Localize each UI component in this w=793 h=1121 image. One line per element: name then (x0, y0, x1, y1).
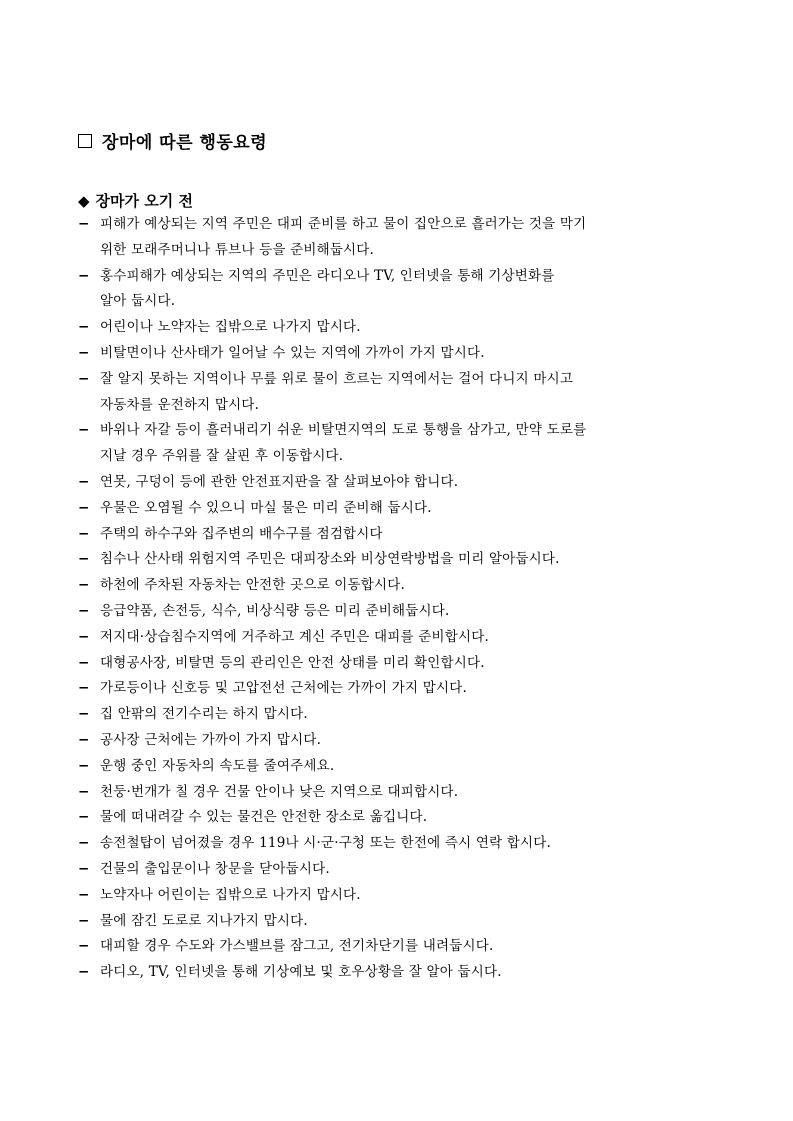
list-item-text: 집 안팎의 전기수리는 하지 맙시다. (100, 706, 308, 723)
dash-bullet-icon: − (78, 783, 90, 800)
list-item-text: 가로등이나 신호등 및 고압전선 근처에는 가까이 가지 맙시다. (100, 680, 467, 697)
list-item (78, 496, 738, 522)
list-item (78, 522, 738, 548)
list-item-text: 건물의 출입문이나 창문을 닫아둡시다. (100, 860, 330, 877)
dash-bullet-icon: − (78, 860, 90, 877)
list-item-text: 노약자나 어린이는 집밖으로 나가지 맙시다. (100, 886, 361, 903)
list-item-text: 공사장 근처에는 가까이 가지 맙시다. (100, 731, 322, 748)
dash-bullet-icon: − (78, 577, 90, 594)
page-title (78, 128, 267, 153)
list-item-text: 저지대·상습침수지역에 거주하고 계신 주민은 대피를 준비합시다. (100, 628, 489, 645)
list-item (78, 264, 738, 316)
list-item-text: 천둥·번개가 칠 경우 건물 안이나 낮은 지역으로 대피합시다. (100, 783, 459, 800)
dash-bullet-icon: − (78, 964, 90, 981)
list-item-text: 바위나 자갈 등이 흘러내리기 쉬운 비탈면지역의 도로 통행을 삼가고, 만약 도로를 지날 경우 주위를 잘 살핀 후 이동합시다. (100, 422, 587, 465)
section-heading-text: 장마가 오기 전 (95, 192, 193, 210)
list-item (78, 805, 738, 831)
dash-bullet-icon: − (78, 912, 90, 929)
list-item (78, 780, 738, 806)
list-item (78, 883, 738, 909)
empty-square-icon (78, 134, 92, 148)
list-item-text: 운행 중인 자동차의 속도를 줄여주세요. (100, 757, 335, 774)
dash-bullet-icon: − (78, 938, 90, 955)
list-item (78, 857, 738, 883)
list-item (78, 470, 738, 496)
dash-bullet-icon: − (78, 654, 90, 671)
dash-bullet-icon: − (78, 551, 90, 568)
list-item-text: 물에 잠긴 도로로 지나가지 맙시다. (100, 912, 308, 929)
list-item-text: 홍수피해가 예상되는 지역의 주민은 라디오나 TV, 인터넷을 통해 기상변화를 알아 둡시다. (100, 267, 555, 310)
list-item (78, 651, 738, 677)
page-title-text: 장마에 따른 행동요령 (102, 133, 268, 153)
dash-bullet-icon: − (78, 731, 90, 748)
dash-bullet-icon: − (78, 499, 90, 516)
list-item-text: 잘 알지 못하는 지역이나 무릎 위로 물이 흐르는 지역에서는 걸어 다니지 마시고 자동차를 운전하지 맙시다. (100, 370, 574, 413)
list-item-text: 주택의 하수구와 집주변의 배수구를 점검합시다 (100, 525, 383, 542)
list-item (78, 625, 738, 651)
list-item (78, 702, 738, 728)
dash-bullet-icon: − (78, 216, 90, 232)
dash-bullet-icon: − (78, 628, 90, 645)
dash-bullet-icon: − (78, 706, 90, 723)
list-item-text: 피해가 예상되는 지역 주민은 대피 준비를 하고 물이 집안으로 흘러가는 것을 막기 위한 모래주머니나 튜브나 등을 준비해둡시다. (100, 216, 587, 258)
list-item-text: 침수나 산사태 위험지역 주민은 대피장소와 비상연락방법을 미리 알아둡시다. (100, 551, 560, 568)
list-item (78, 547, 738, 573)
list-item (78, 676, 738, 702)
list-item-text: 물에 떠내려갈 수 있는 물건은 안전한 장소로 옮깁니다. (100, 809, 428, 826)
list-item-text: 어린이나 노약자는 집밖으로 나가지 맙시다. (100, 319, 361, 336)
list-item (78, 728, 738, 754)
dash-bullet-icon: − (78, 319, 90, 336)
list-item (78, 934, 738, 960)
list-item-text: 비탈면이나 산사태가 일어날 수 있는 지역에 가까이 가지 맙시다. (100, 344, 485, 361)
list-item-text: 응급약품, 손전등, 식수, 비상식량 등은 미리 준비해둡시다. (100, 602, 450, 619)
list-item (78, 212, 738, 264)
list-item (78, 341, 738, 367)
list-item-text: 라디오, TV, 인터넷을 통해 기상예보 및 호우상황을 잘 알아 둡시다. (100, 964, 502, 981)
list-item-text: 대피할 경우 수도와 가스밸브를 잠그고, 전기차단기를 내려둡시다. (100, 938, 494, 955)
dash-bullet-icon: − (78, 680, 90, 697)
dash-bullet-icon: − (78, 344, 90, 361)
dash-bullet-icon: − (78, 835, 90, 852)
dash-bullet-icon: − (78, 757, 90, 774)
list-item-text: 송전철탑이 넘어졌을 경우 119나 시·군·구청 또는 한전에 즉시 연락 합시다. (100, 835, 552, 852)
list-item (78, 418, 738, 470)
list-item-text: 우물은 오염될 수 있으니 마실 물은 미리 준비해 둡시다. (100, 499, 432, 516)
list-item (78, 754, 738, 780)
dash-bullet-icon: − (78, 267, 90, 284)
list-item (78, 599, 738, 625)
black-diamond-icon: ◆ (78, 191, 90, 210)
dash-bullet-icon: − (78, 602, 90, 619)
dash-bullet-icon: − (78, 525, 90, 542)
dash-bullet-icon: − (78, 886, 90, 903)
list-item (78, 909, 738, 935)
list-item-text: 연못, 구덩이 등에 관한 안전표지판을 잘 살펴보아야 합니다. (100, 473, 459, 490)
list-item (78, 315, 738, 341)
list-item-text: 하천에 주차된 자동차는 안전한 곳으로 이동합시다. (100, 577, 406, 594)
section-heading (78, 190, 193, 211)
dash-bullet-icon: − (78, 422, 90, 439)
dash-bullet-icon: − (78, 473, 90, 490)
list-item-text: 대형공사장, 비탈면 등의 관리인은 안전 상태를 미리 확인합시다. (100, 654, 485, 671)
list-item (78, 367, 738, 419)
dash-bullet-icon: − (78, 370, 90, 387)
guideline-list (78, 212, 738, 986)
list-item (78, 831, 738, 857)
list-item (78, 960, 738, 986)
dash-bullet-icon: − (78, 809, 90, 826)
list-item (78, 573, 738, 599)
